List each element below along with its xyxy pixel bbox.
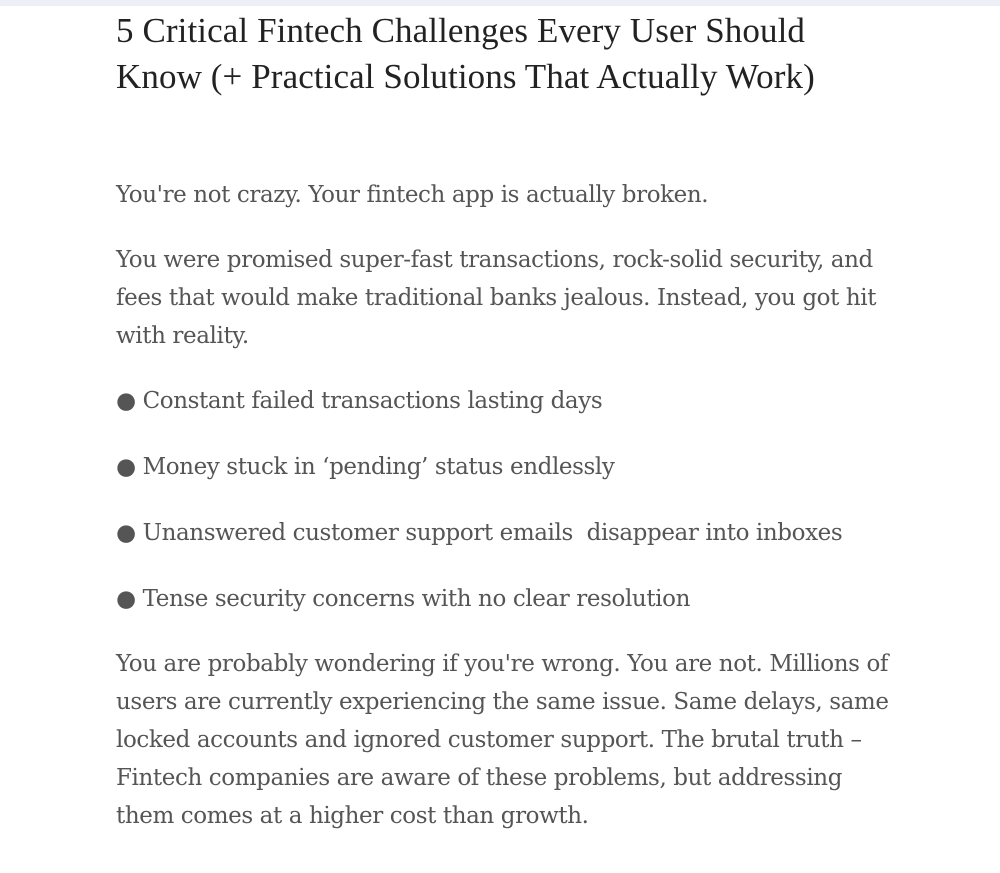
intro-paragraph: You're not crazy. Your fintech app is actually broken. xyxy=(116,182,709,208)
top-header-strip xyxy=(0,0,1000,6)
list-item: ● Money stuck in ‘pending’ status endlessly xyxy=(116,454,615,480)
list-item: ● Constant failed transactions lasting days xyxy=(116,388,603,414)
article-body xyxy=(116,176,896,835)
article-title: 5 Critical Fintech Challenges Every User Should Know (+ Practical Solutions That Actually Work) xyxy=(116,11,815,96)
problem-list xyxy=(116,382,896,618)
list-item: ● Tense security concerns with no clear resolution xyxy=(116,586,690,612)
article xyxy=(116,8,896,835)
list-item: ● Unanswered customer support emails disappear into inboxes xyxy=(116,520,843,546)
truth-paragraph: You are probably wondering if you're wrong. You are not. Millions of users are currently experiencing the same issue. Same delays, same locked accounts and ignored customer support. The brutal truth – Fintech companies are aware of these problems, but addressing them comes at a higher cost than growth. xyxy=(116,651,889,829)
promise-paragraph: You were promised super-fast transactions, rock-solid security, and fees that would make traditional banks jealous. Instead, you got hit with reality. xyxy=(116,247,877,349)
